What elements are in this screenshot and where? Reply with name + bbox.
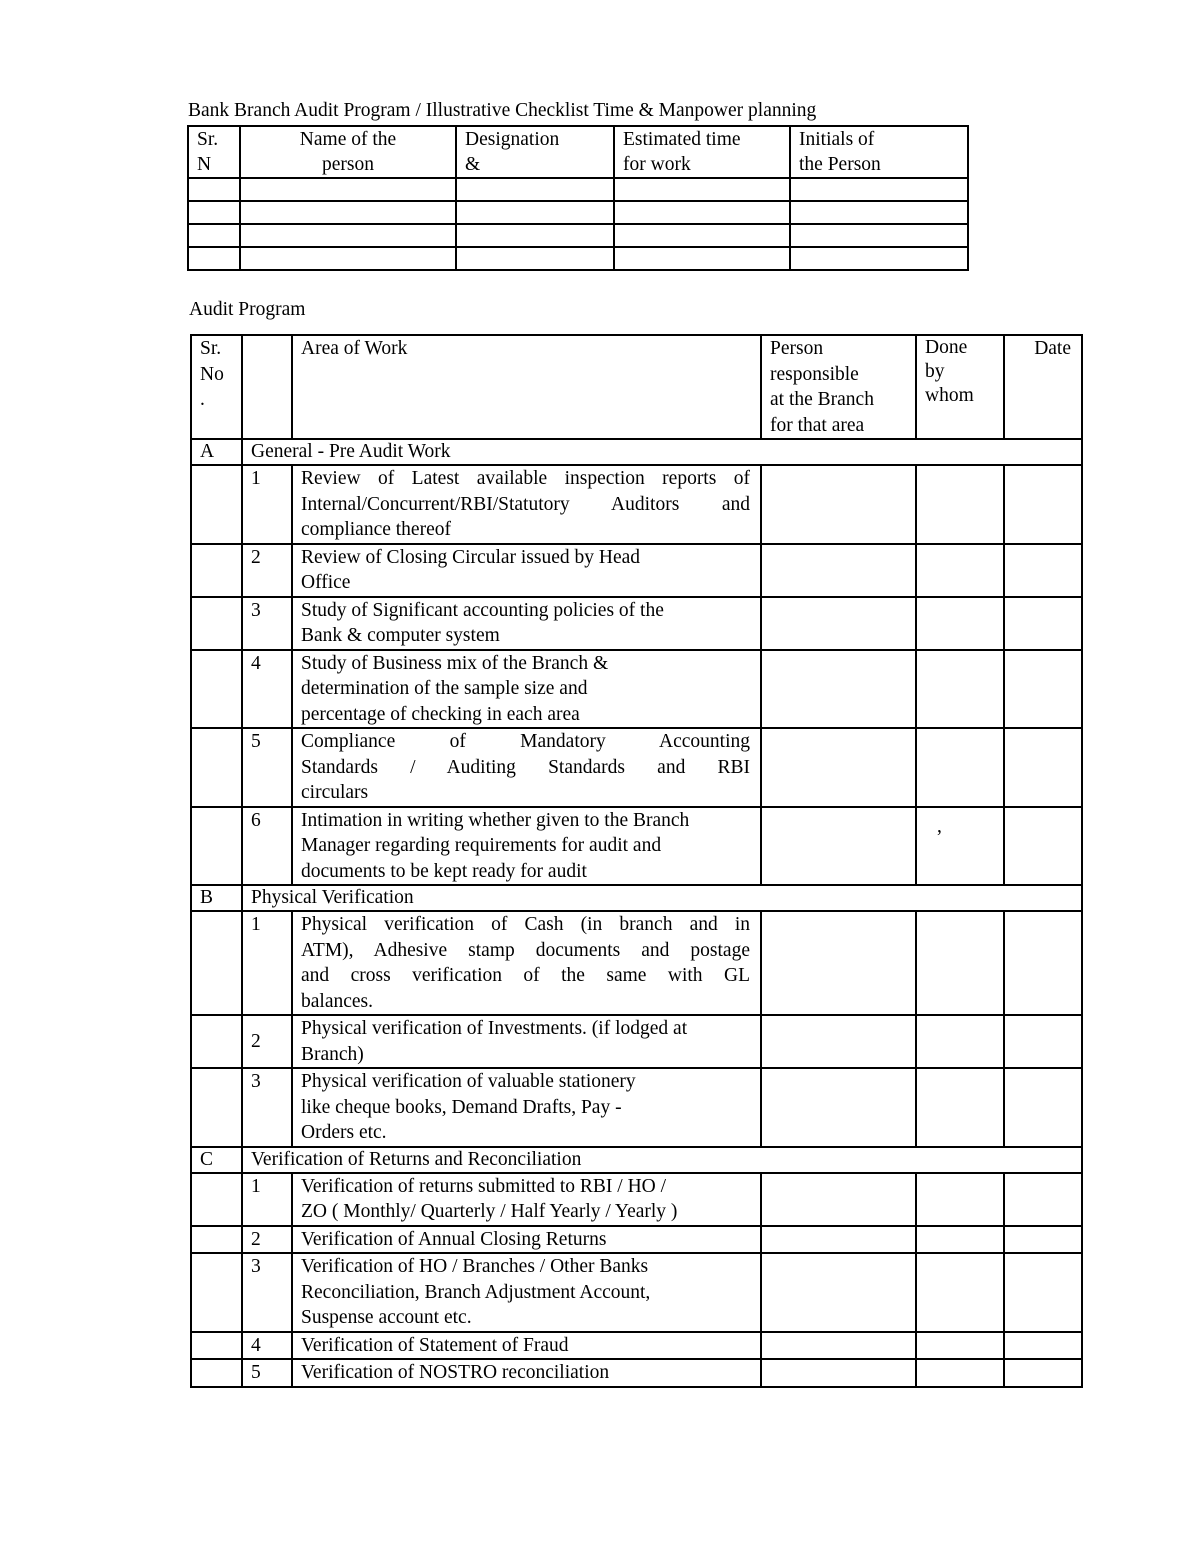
row-blank-cell: [191, 1359, 242, 1387]
audit-header-row: [191, 335, 1082, 439]
person-responsible-cell: [761, 1226, 916, 1254]
table-row: [191, 544, 1082, 597]
table-row: [191, 1173, 1082, 1226]
table-row: [191, 1226, 1082, 1254]
item-number: 1: [242, 465, 292, 544]
person-responsible-cell: [761, 911, 916, 1015]
header-initials: Initials of the Person: [790, 126, 968, 178]
item-number: 1: [242, 911, 292, 1015]
header-estimated-time: Estimated time for work: [614, 126, 790, 178]
row-blank-cell: [191, 1253, 242, 1332]
item-description: Compliance of Mandatory Accounting Standards / Auditing Standards and RBI circulars: [292, 728, 761, 807]
header-date: Date: [1004, 335, 1082, 439]
done-by-cell: [916, 1332, 1004, 1360]
row-blank-cell: [191, 1226, 242, 1254]
item-description: Verification of NOSTRO reconciliation: [292, 1359, 761, 1387]
section-title: Verification of Returns and Reconciliation: [242, 1147, 1082, 1173]
person-responsible-cell: [761, 597, 916, 650]
audit-program-table: [190, 334, 1083, 1388]
done-by-cell: [916, 1359, 1004, 1387]
table-row: [188, 247, 968, 270]
item-number: 4: [242, 1332, 292, 1360]
table-row: [191, 1332, 1082, 1360]
date-cell: [1004, 1068, 1082, 1147]
done-by-cell: [916, 544, 1004, 597]
section-letter: A: [191, 439, 242, 465]
person-responsible-cell: [761, 1253, 916, 1332]
date-cell: [1004, 728, 1082, 807]
item-description: Verification of Annual Closing Returns: [292, 1226, 761, 1254]
date-cell: [1004, 465, 1082, 544]
item-description: Physical verification of Cash (in branch and in ATM), Adhesive stamp documents and postage and cross verification of the same with GL balances.: [292, 911, 761, 1015]
row-blank-cell: [191, 1332, 242, 1360]
date-cell: [1004, 650, 1082, 729]
manpower-header-row: [188, 126, 968, 178]
item-description: Study of Significant accounting policies of the Bank & computer system: [292, 597, 761, 650]
section-letter: B: [191, 885, 242, 911]
date-cell: [1004, 1173, 1082, 1226]
table-row: [191, 728, 1082, 807]
item-number: 3: [242, 1068, 292, 1147]
table-row: [191, 597, 1082, 650]
item-number: 4: [242, 650, 292, 729]
header-person-responsible: Person responsible at the Branch for that area: [761, 335, 916, 439]
header-sr-no: Sr. No .: [191, 335, 242, 439]
table-row: [191, 465, 1082, 544]
date-cell: [1004, 807, 1082, 886]
item-number: 3: [242, 597, 292, 650]
header-name: Name of the person: [240, 126, 456, 178]
item-description: Study of Business mix of the Branch & determination of the sample size and percentage of checking in each area: [292, 650, 761, 729]
date-cell: [1004, 544, 1082, 597]
done-by-cell: [916, 1015, 1004, 1068]
table-row: [188, 178, 968, 201]
date-cell: [1004, 1332, 1082, 1360]
table-row: [191, 1359, 1082, 1387]
item-number: 5: [242, 728, 292, 807]
item-description: Review of Latest available inspection reports of Internal/Concurrent/RBI/Statutory Auditors and compliance thereof: [292, 465, 761, 544]
page-title: Bank Branch Audit Program / Illustrative Checklist Time & Manpower planning: [188, 100, 817, 121]
header-done-by-whom: Done by whom: [916, 335, 1004, 439]
item-number: 2: [242, 1226, 292, 1254]
section-row: [191, 439, 1082, 465]
done-by-cell: [916, 728, 1004, 807]
row-blank-cell: [191, 807, 242, 886]
section-row: [191, 1147, 1082, 1173]
done-by-cell: [916, 465, 1004, 544]
item-description: Physical verification of Investments. (if lodged at Branch): [292, 1015, 761, 1068]
person-responsible-cell: [761, 807, 916, 886]
row-blank-cell: [191, 650, 242, 729]
table-row: [191, 650, 1082, 729]
header-blank: [242, 335, 292, 439]
row-blank-cell: [191, 911, 242, 1015]
table-row: [191, 807, 1082, 886]
row-blank-cell: [191, 1015, 242, 1068]
done-by-cell: [916, 911, 1004, 1015]
item-description: Verification of HO / Branches / Other Banks Reconciliation, Branch Adjustment Account, Suspense account etc.: [292, 1253, 761, 1332]
item-description: Verification of returns submitted to RBI / HO / ZO ( Monthly/ Quarterly / Half Yearly / Yearly ): [292, 1173, 761, 1226]
date-cell: [1004, 1226, 1082, 1254]
item-number: 2: [242, 544, 292, 597]
section-letter: C: [191, 1147, 242, 1173]
row-blank-cell: [191, 597, 242, 650]
person-responsible-cell: [761, 544, 916, 597]
done-by-cell: [916, 1173, 1004, 1226]
item-description: Review of Closing Circular issued by Head Office: [292, 544, 761, 597]
row-blank-cell: [191, 1068, 242, 1147]
item-number: 6: [242, 807, 292, 886]
section-title: General - Pre Audit Work: [242, 439, 1082, 465]
date-cell: [1004, 1253, 1082, 1332]
person-responsible-cell: [761, 1015, 916, 1068]
person-responsible-cell: [761, 728, 916, 807]
item-number: 2: [242, 1015, 292, 1068]
table-row: [188, 201, 968, 224]
header-sr: Sr. N: [188, 126, 240, 178]
date-cell: [1004, 597, 1082, 650]
item-number: 3: [242, 1253, 292, 1332]
header-area-of-work: Area of Work: [292, 335, 761, 439]
item-description: Physical verification of valuable stationery like cheque books, Demand Drafts, Pay - Orders etc.: [292, 1068, 761, 1147]
person-responsible-cell: [761, 650, 916, 729]
manpower-table: [187, 125, 969, 271]
done-by-cell: [916, 1253, 1004, 1332]
person-responsible-cell: [761, 1173, 916, 1226]
row-blank-cell: [191, 1173, 242, 1226]
done-by-cell: [916, 1226, 1004, 1254]
person-responsible-cell: [761, 1359, 916, 1387]
item-number: 1: [242, 1173, 292, 1226]
table-row: [191, 1068, 1082, 1147]
done-by-cell: [916, 650, 1004, 729]
row-blank-cell: [191, 465, 242, 544]
header-designation: Designation &: [456, 126, 614, 178]
person-responsible-cell: [761, 465, 916, 544]
date-cell: [1004, 911, 1082, 1015]
date-cell: [1004, 1359, 1082, 1387]
audit-body: [191, 439, 1082, 1387]
section-row: [191, 885, 1082, 911]
row-blank-cell: [191, 728, 242, 807]
date-cell: [1004, 1015, 1082, 1068]
section-title: Audit Program: [189, 299, 306, 320]
item-number: 5: [242, 1359, 292, 1387]
person-responsible-cell: [761, 1068, 916, 1147]
table-row: [191, 1015, 1082, 1068]
row-blank-cell: [191, 544, 242, 597]
item-description: Intimation in writing whether given to the Branch Manager regarding requirements for audit and documents to be kept ready for audit: [292, 807, 761, 886]
person-responsible-cell: [761, 1332, 916, 1360]
section-title: Physical Verification: [242, 885, 1082, 911]
item-description: Verification of Statement of Fraud: [292, 1332, 761, 1360]
done-by-cell: [916, 1068, 1004, 1147]
done-by-cell: [916, 597, 1004, 650]
done-by-cell: ,: [916, 807, 1004, 886]
table-row: [188, 224, 968, 247]
table-row: [191, 1253, 1082, 1332]
table-row: [191, 911, 1082, 1015]
